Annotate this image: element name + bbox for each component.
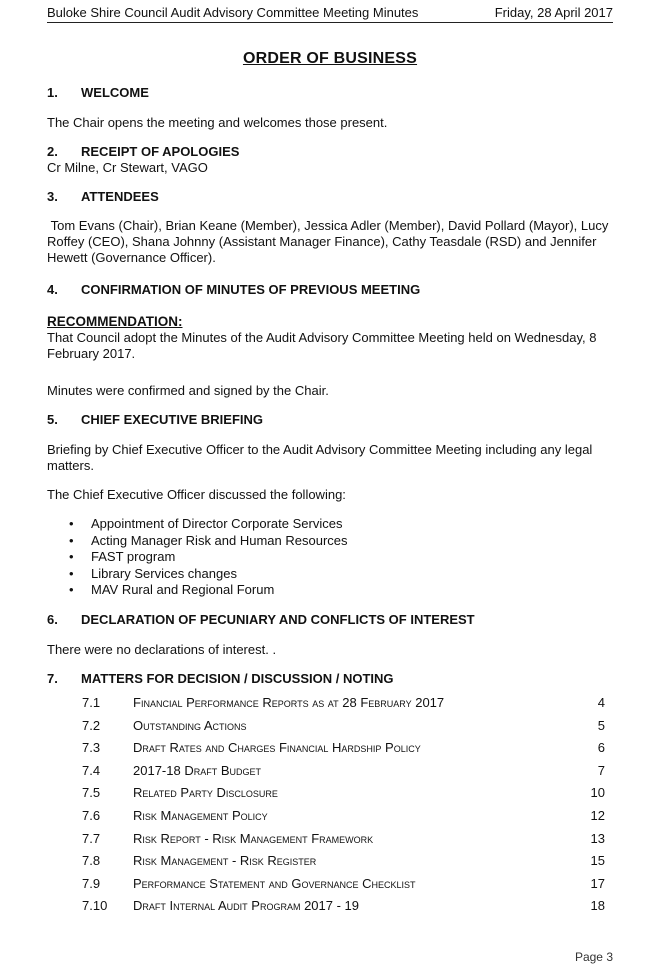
section-body-ceo-discussed: The Chief Executive Officer discussed the following: (47, 487, 346, 502)
section-body-ceo-briefing: Briefing by Chief Executive Officer to the Audit Advisory Committee Meeting including any legal matters. (47, 442, 593, 473)
section-number: 6. (47, 612, 58, 627)
section-number: 7. (47, 671, 58, 686)
list-item: • MAV Rural and Regional Forum (69, 582, 275, 597)
list-item: • Appointment of Director Corporate Services (69, 516, 343, 531)
section-body-apologies: Cr Milne, Cr Stewart, VAGO (47, 160, 208, 175)
toc-row[interactable]: 7.9 Performance Statement and Governance Checklist 17 (82, 875, 605, 891)
section-heading-attendees (47, 189, 159, 204)
matters-table-of-contents (82, 692, 605, 918)
page-title: ORDER OF BUSINESS (242, 50, 418, 67)
page-header (47, 4, 613, 23)
section-title: RECEIPT OF APOLOGIES (81, 144, 240, 159)
recommendation-text: That Council adopt the Minutes of the Audit Advisory Committee Meeting held on Wednesday, 8 February 2017. (47, 330, 597, 361)
section-heading-declarations (47, 612, 475, 627)
toc-row[interactable]: 7.5 Related Party Disclosure 10 (82, 785, 605, 801)
section-heading-confirmation (47, 282, 420, 297)
section-number: 2. (47, 144, 58, 159)
section-title: WELCOME (81, 85, 149, 100)
toc-row[interactable]: 7.4 2017-18 Draft Budget 7 (82, 762, 605, 778)
header-date: Friday, 28 April 2017 (494, 5, 613, 20)
section-body-attendees: Tom Evans (Chair), Brian Keane (Member), Jessica Adler (Member), David Pollard (Mayor), Lucy Roffey (CEO), Shana Johnny (Assistant Manager Finance), Cathy Teasdale (RSD) and Jennifer Hewett (Governance Officer). (47, 218, 612, 265)
section-number: 1. (47, 85, 58, 100)
toc-row[interactable]: 7.6 Risk Management Policy 12 (82, 807, 605, 823)
section-heading-ceo-briefing (47, 412, 263, 427)
section-title: CHIEF EXECUTIVE BRIEFING (81, 412, 264, 427)
section-heading-apologies (47, 144, 239, 159)
list-item: • FAST program (69, 549, 176, 564)
list-item: • Library Services changes (69, 565, 237, 581)
section-heading-welcome (47, 85, 149, 100)
toc-row[interactable]: 7.10 Draft Internal Audit Program 2017 - 19 18 (82, 898, 605, 914)
toc-row[interactable]: 7.8 Risk Management - Risk Register 15 (82, 853, 605, 869)
toc-row[interactable]: 7.3 Draft Rates and Charges Financial Hardship Policy 6 (82, 740, 605, 756)
section-body-welcome: The Chair opens the meeting and welcomes those present. (47, 115, 388, 130)
toc-row[interactable]: 7.2 Outstanding Actions 5 (82, 717, 605, 733)
section-title: MATTERS FOR DECISION / DISCUSSION / NOTING (81, 671, 394, 686)
list-item: • Acting Manager Risk and Human Resources (69, 532, 348, 548)
toc-row[interactable]: 7.1 Financial Performance Reports as at 28 February 2017 4 (82, 695, 605, 710)
section-heading-matters (47, 671, 394, 686)
header-document-title: Buloke Shire Council Audit Advisory Committee Meeting Minutes (47, 5, 419, 20)
section-title: DECLARATION OF PECUNIARY AND CONFLICTS OF INTEREST (81, 612, 475, 627)
section-body-confirmation: Minutes were confirmed and signed by the Chair. (47, 383, 329, 398)
section-number: 5. (47, 412, 58, 427)
section-body-declarations: There were no declarations of interest. . (47, 642, 277, 657)
recommendation-label: RECOMMENDATION: (47, 314, 183, 329)
section-title: ATTENDEES (81, 189, 159, 204)
section-title: CONFIRMATION OF MINUTES OF PREVIOUS MEETING (81, 282, 421, 297)
ceo-briefing-list (47, 516, 348, 599)
page-number: Page 3 (574, 950, 613, 964)
section-number: 4. (47, 282, 58, 297)
toc-row[interactable]: 7.7 Risk Report - Risk Management Framework 13 (82, 830, 605, 846)
section-number: 3. (47, 189, 58, 204)
